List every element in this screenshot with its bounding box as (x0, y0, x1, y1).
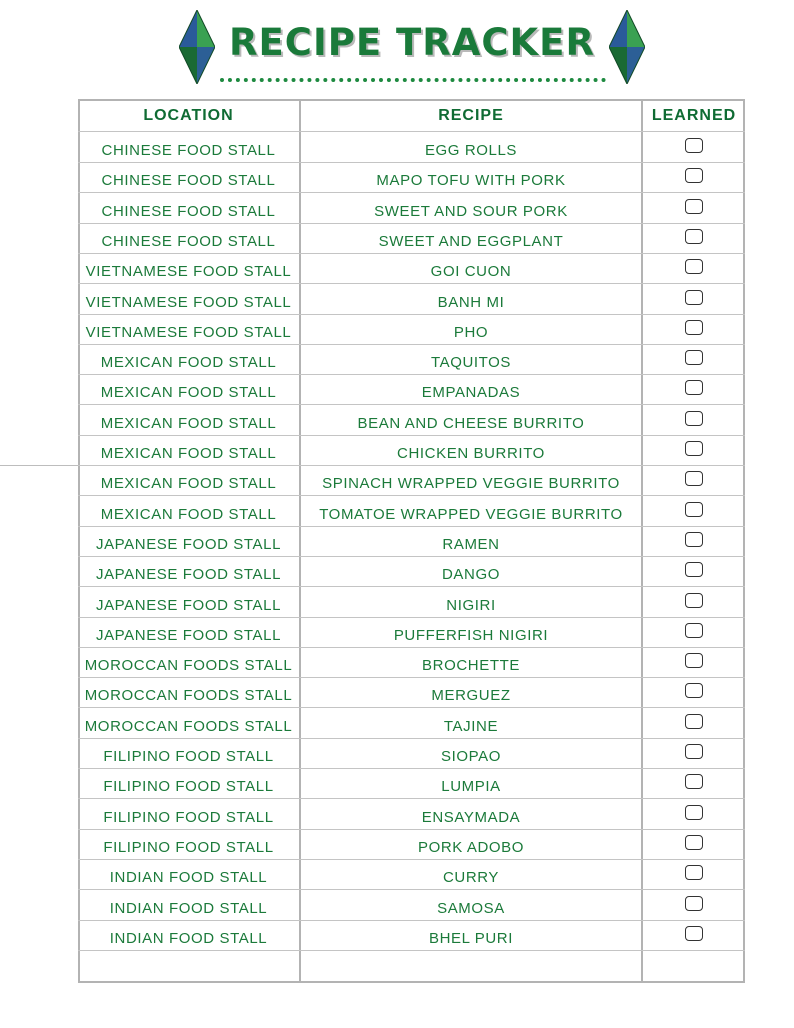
column-divider-recipe (641, 99, 643, 983)
recipe-cell: TAJINE (443, 718, 499, 735)
recipe-cell: SIOPAO (440, 748, 501, 765)
row-divider (78, 677, 745, 678)
learned-checkbox[interactable] (685, 623, 703, 638)
learned-checkbox[interactable] (685, 471, 703, 486)
row-divider (78, 889, 745, 890)
recipe-cell: BHEL PURI (428, 930, 514, 947)
learned-checkbox[interactable] (685, 744, 703, 759)
row-divider (78, 162, 745, 163)
recipe-cell: PHO (453, 324, 489, 341)
learned-checkbox[interactable] (685, 199, 703, 214)
learned-checkbox[interactable] (685, 320, 703, 335)
margin-rule (0, 465, 78, 466)
learned-checkbox[interactable] (685, 714, 703, 729)
page-header (0, 0, 794, 96)
page-title: RECIPE TRACKER (229, 21, 595, 64)
row-divider (78, 314, 745, 315)
location-cell: CHINESE FOOD STALL (101, 233, 276, 250)
learned-checkbox[interactable] (685, 896, 703, 911)
column-header-recipe: RECIPE (438, 107, 504, 124)
row-divider (78, 617, 745, 618)
learned-checkbox[interactable] (685, 926, 703, 941)
learned-checkbox[interactable] (685, 350, 703, 365)
row-divider (78, 374, 745, 375)
row-divider (78, 465, 745, 466)
row-divider (78, 586, 745, 587)
recipe-cell: TAQUITOS (430, 354, 512, 371)
row-divider (78, 223, 745, 224)
location-cell: MEXICAN FOOD STALL (100, 415, 277, 432)
learned-checkbox[interactable] (685, 653, 703, 668)
location-cell: INDIAN FOOD STALL (109, 930, 268, 947)
row-divider (78, 950, 745, 951)
location-cell: MOROCCAN FOODS STALL (84, 657, 293, 674)
location-cell: MOROCCAN FOODS STALL (84, 718, 293, 735)
row-divider (78, 344, 745, 345)
recipe-cell: GOI CUON (430, 263, 512, 280)
header-divider (78, 131, 745, 132)
column-header-learned: LEARNED (651, 107, 737, 124)
learned-checkbox[interactable] (685, 138, 703, 153)
recipe-cell: CURRY (442, 869, 500, 886)
recipe-cell: RAMEN (442, 536, 500, 553)
learned-checkbox[interactable] (685, 683, 703, 698)
recipe-table (78, 99, 745, 983)
recipe-cell: BANH MI (437, 294, 505, 311)
row-divider (78, 526, 745, 527)
location-cell: INDIAN FOOD STALL (109, 869, 268, 886)
row-divider (78, 253, 745, 254)
row-divider (78, 829, 745, 830)
location-cell: FILIPINO FOOD STALL (103, 809, 274, 826)
location-cell: INDIAN FOOD STALL (109, 900, 268, 917)
recipe-cell: PUFFERFISH NIGIRI (393, 627, 549, 644)
recipe-cell: TOMATOE WRAPPED VEGGIE BURRITO (319, 506, 623, 523)
recipe-cell: LUMPIA (441, 778, 501, 795)
column-header-location: LOCATION (143, 107, 234, 124)
learned-checkbox[interactable] (685, 865, 703, 880)
recipe-cell: NIGIRI (446, 597, 496, 614)
location-cell: CHINESE FOOD STALL (101, 142, 276, 159)
recipe-cell: CHICKEN BURRITO (397, 445, 545, 462)
row-divider (78, 738, 745, 739)
location-cell: FILIPINO FOOD STALL (103, 748, 274, 765)
recipe-cell: SPINACH WRAPPED VEGGIE BURRITO (322, 475, 620, 492)
learned-checkbox[interactable] (685, 168, 703, 183)
row-divider (78, 859, 745, 860)
recipe-cell: BEAN AND CHEESE BURRITO (357, 415, 585, 432)
location-cell: JAPANESE FOOD STALL (95, 597, 282, 614)
learned-checkbox[interactable] (685, 259, 703, 274)
learned-checkbox[interactable] (685, 532, 703, 547)
location-cell: MEXICAN FOOD STALL (100, 475, 277, 492)
recipe-cell: ENSAYMADA (421, 809, 521, 826)
row-divider (78, 435, 745, 436)
location-cell: VIETNAMESE FOOD STALL (85, 324, 292, 341)
learned-checkbox[interactable] (685, 774, 703, 789)
recipe-cell: PORK ADOBO (417, 839, 525, 856)
location-cell: MEXICAN FOOD STALL (100, 506, 277, 523)
row-divider (78, 798, 745, 799)
row-divider (78, 647, 745, 648)
location-cell: FILIPINO FOOD STALL (103, 839, 274, 856)
location-cell: MEXICAN FOOD STALL (100, 354, 277, 371)
learned-checkbox[interactable] (685, 502, 703, 517)
recipe-cell: SAMOSA (437, 900, 505, 917)
recipe-cell: DANGO (441, 566, 500, 583)
recipe-cell: MAPO TOFU WITH PORK (376, 172, 566, 189)
recipe-cell: BROCHETTE (422, 657, 520, 674)
location-cell: CHINESE FOOD STALL (101, 172, 276, 189)
table-right-border (743, 99, 745, 983)
location-cell: MOROCCAN FOODS STALL (84, 687, 293, 704)
row-divider (78, 920, 745, 921)
row-divider (78, 707, 745, 708)
location-cell: MEXICAN FOOD STALL (100, 445, 277, 462)
location-cell: JAPANESE FOOD STALL (95, 627, 282, 644)
location-cell: MEXICAN FOOD STALL (100, 384, 277, 401)
location-cell: JAPANESE FOOD STALL (95, 566, 282, 583)
title-dotted-rule (220, 78, 606, 82)
recipe-cell: SWEET AND EGGPLANT (378, 233, 564, 250)
row-divider (78, 556, 745, 557)
learned-checkbox[interactable] (685, 835, 703, 850)
learned-checkbox[interactable] (685, 562, 703, 577)
location-cell: CHINESE FOOD STALL (101, 203, 276, 220)
row-divider (78, 495, 745, 496)
row-divider (78, 283, 745, 284)
learned-checkbox[interactable] (685, 805, 703, 820)
learned-checkbox[interactable] (685, 441, 703, 456)
location-cell: VIETNAMESE FOOD STALL (85, 263, 292, 280)
learned-checkbox[interactable] (685, 380, 703, 395)
location-cell: FILIPINO FOOD STALL (103, 778, 274, 795)
recipe-cell: MERGUEZ (431, 687, 511, 704)
location-cell: VIETNAMESE FOOD STALL (85, 294, 292, 311)
row-divider (78, 768, 745, 769)
learned-checkbox[interactable] (685, 229, 703, 244)
recipe-cell: EGG ROLLS (424, 142, 518, 159)
recipe-cell: EMPANADAS (421, 384, 521, 401)
recipe-cell: SWEET AND SOUR PORK (374, 203, 568, 220)
row-divider (78, 404, 745, 405)
row-divider (78, 192, 745, 193)
plumbob-gem-icon-left (179, 10, 215, 84)
learned-checkbox[interactable] (685, 411, 703, 426)
location-cell: JAPANESE FOOD STALL (95, 536, 282, 553)
learned-checkbox[interactable] (685, 593, 703, 608)
learned-checkbox[interactable] (685, 290, 703, 305)
table-bottom-border (78, 981, 745, 983)
plumbob-gem-icon-right (609, 10, 645, 84)
